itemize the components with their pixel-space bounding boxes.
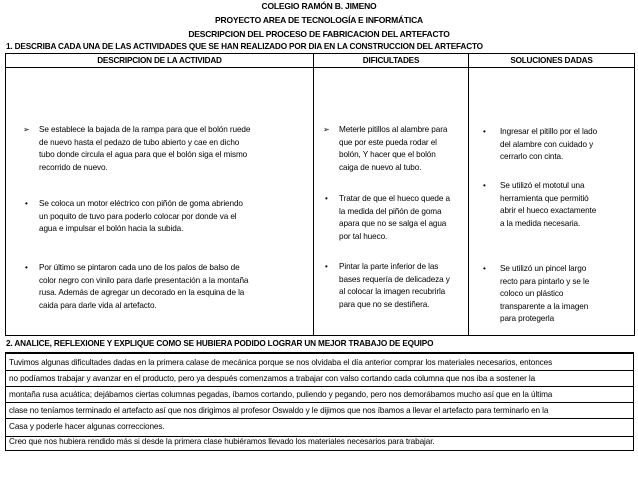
- reflection-line: Tuvimos algunas dificultades dadas en la primera calase de mecánica porque se nos olvidaba el día anterior comprar los materiales necesarios, entonces: [9, 358, 553, 367]
- reflection-line: no podíamos trabajar y avanzar en el producto, pero ya después comenzamos a trabajar con valso cortando cada columna que nos iba a sostener la: [9, 374, 536, 383]
- arrow-bullet-icon: ➢: [323, 125, 330, 134]
- reflection-line: Casa y poderle hacer algunas correcciones.: [9, 422, 165, 431]
- solution-item: Se utilizó el mototul una herramienta que permitió abrir el hueco exactamente a la medida necesaria.: [500, 181, 597, 228]
- bullet-icon: •: [483, 127, 486, 136]
- conclusion-text: Creo que nos hubiera rendido más si desde la primera clase hubiéramos llevado los materiales necesarios para trabajar.: [9, 437, 435, 446]
- activity-item: Se coloca un motor eléctrico con piñón de goma abriendo un poquito de tuvo para poderlo colocar por donde va el agua e impulsar el bolón hacia la subida.: [39, 199, 243, 234]
- reflection-line: clase no teníamos terminado el artefacto así que nos dirigimos al profesor Oswaldo y le dijimos que nos íbamos a llevar el artefacto para terminarlo en la: [9, 406, 549, 415]
- conclusion-box: [5, 434, 634, 451]
- question-1: 1. DESCRIBA CADA UNA DE LAS ACTIVIDADES QUE SE HAN REALIZADO POR DIA EN LA CONSTRUCCION DEL ARTEFACTO: [6, 42, 483, 51]
- bullet-icon: •: [483, 181, 486, 190]
- solution-item: Ingresar el pitillo por el lado del alambre con cuidado y cerrarlo con cinta.: [500, 127, 598, 162]
- header-description: DESCRIPCION DE LA ACTIVIDAD: [6, 54, 314, 68]
- difficulty-item: Pintar la parte inferior de las bases requería de delicadeza y al colocar la imagen recubrirla para que no se destiñera.: [339, 262, 450, 309]
- activity-item: Se establece la bajada de la rampa para que el bolón ruede de nuevo hasta el pedazo de tubo abierto y cae en dicho tubo donde circula el agua para que el bolón siga el mismo recorrido de nuevo.: [39, 125, 251, 172]
- solution-item: Se utilizó un pincel largo recto para pintarlo y se le coloco un plástico transparente a la imagen para protegerla: [500, 264, 590, 324]
- document-title: DESCRIPCION DEL PROCESO DE FABRICACION DEL ARTEFACTO: [188, 29, 450, 39]
- bullet-icon: •: [483, 264, 486, 273]
- header-solutions: SOLUCIONES DADAS: [469, 54, 635, 68]
- bullet-icon: •: [25, 263, 28, 272]
- difficulties-cell: [314, 68, 469, 336]
- reflection-line: montaña rusa acuática; dejábamos ciertas columnas pegadas, íbamos cortando, puliendo y pegando, pero nos demorábamos mucho así que en la última: [9, 390, 553, 399]
- project-area: PROYECTO AREA DE TECNOLOGÍA E INFORMÁTICA: [215, 15, 423, 25]
- reflection-box: [5, 352, 634, 437]
- arrow-bullet-icon: ➢: [23, 125, 30, 134]
- bullet-icon: •: [25, 199, 28, 208]
- activities-table: [5, 53, 635, 336]
- description-cell: [6, 68, 314, 336]
- bullet-icon: •: [325, 194, 328, 203]
- activity-item: Por último se pintaron cada uno de los palos de balso de color negro con vinilo para darle presentación a la montaña rusa. Además de agregar un decorado en la esquina de la caida para darle vida al artefacto.: [39, 263, 249, 310]
- difficulty-item: Meterle pitillos al alambre para que por este pueda rodar el bolón, Y hacer que el bolón caiga de nuevo al tubo.: [339, 125, 448, 172]
- difficulty-item: Tratar de que el hueco quede a la medida del piñón de goma apara que no se salga el agua por tal hueco.: [339, 194, 450, 241]
- header-difficulties: DIFICULTADES: [314, 54, 469, 68]
- bullet-icon: •: [325, 262, 328, 271]
- solutions-cell: [469, 68, 635, 336]
- school-name: COLEGIO RAMÓN B. JIMENO: [261, 1, 377, 11]
- question-2: 2. ANALICE, REFLEXIONE Y EXPLIQUE COMO SE HUBIERA PODIDO LOGRAR UN MEJOR TRABAJO DE EQUIPO: [6, 339, 434, 348]
